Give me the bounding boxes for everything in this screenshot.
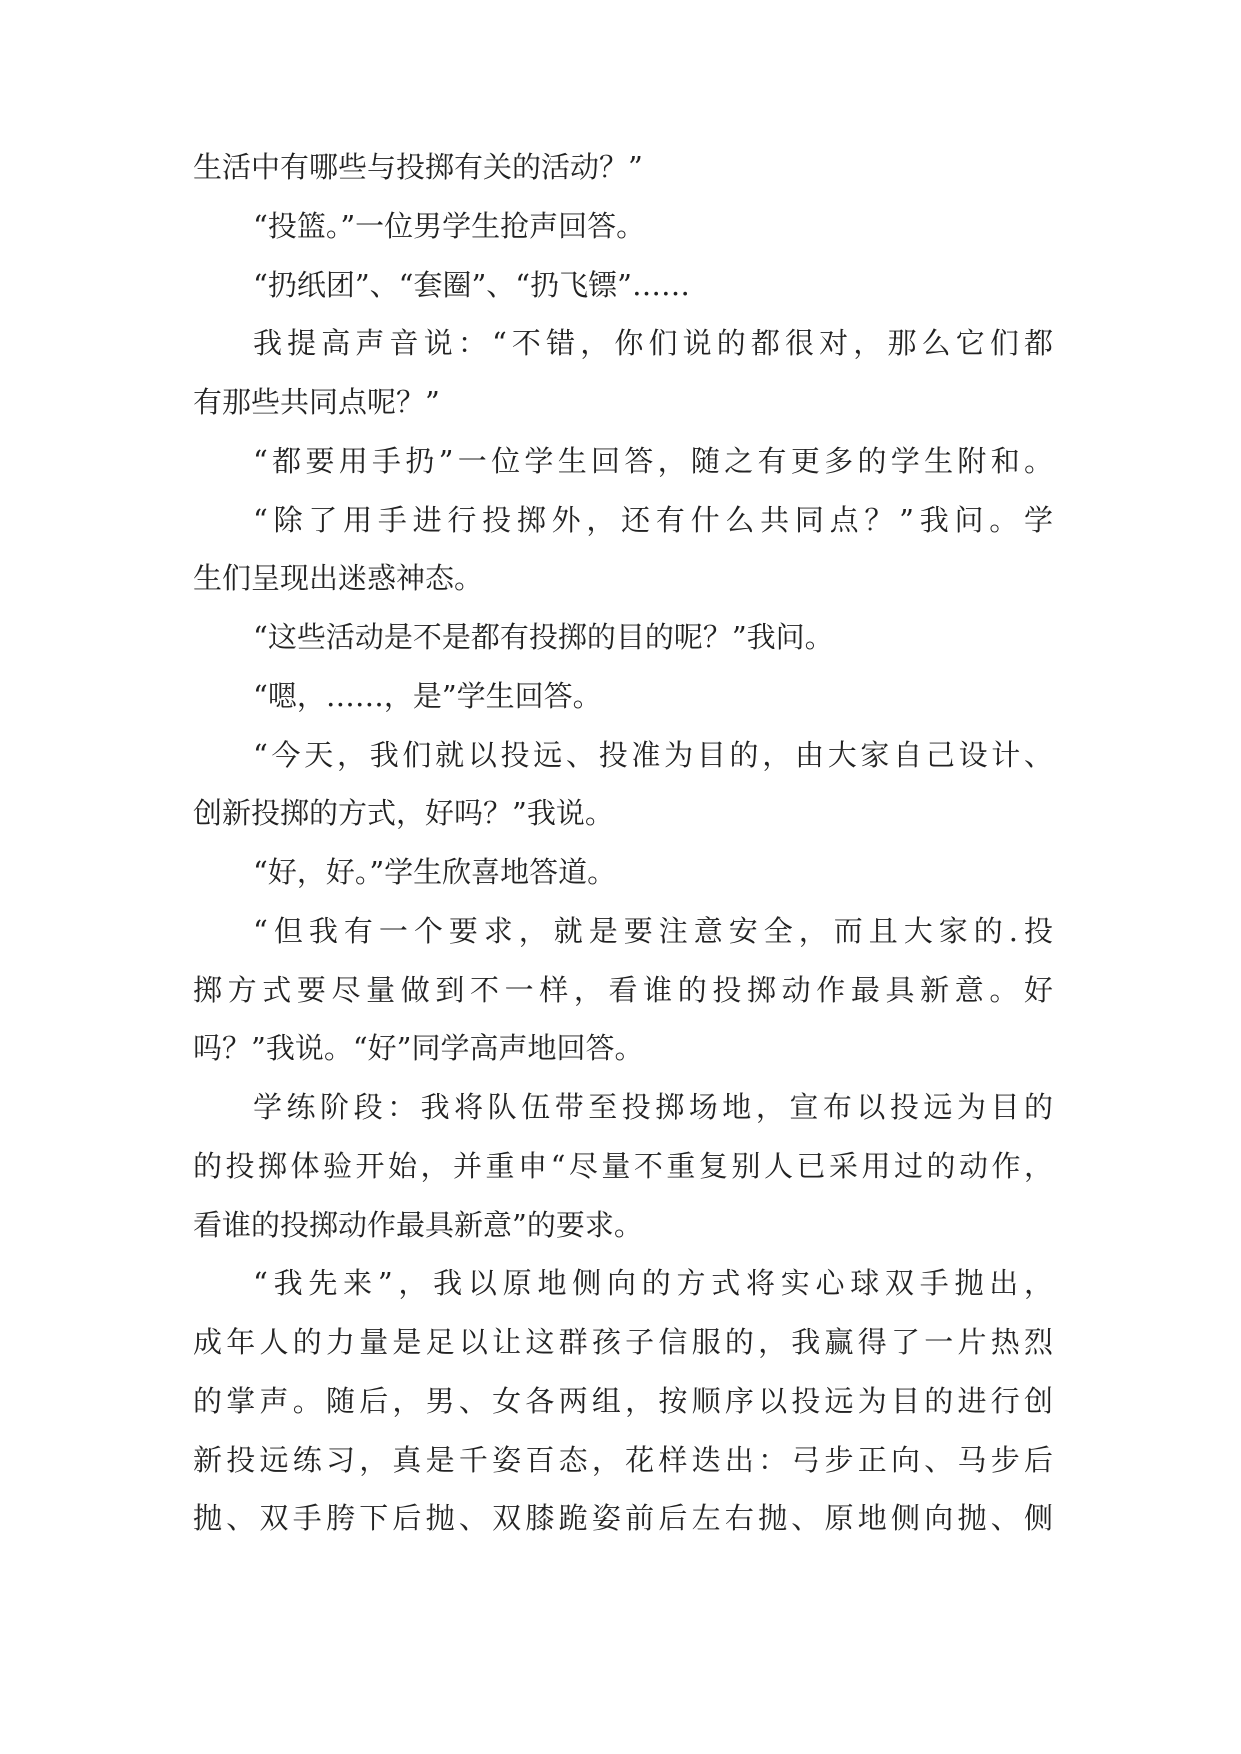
text-line: 我提高声音说：“不错，你们说的都很对，那么它们都 bbox=[253, 326, 1053, 360]
text-line: 生们呈现出迷惑神态。 bbox=[193, 561, 484, 595]
text-line: “除了用手进行投掷外，还有什么共同点？”我问。学 bbox=[253, 503, 1053, 537]
text-line: 生活中有哪些与投掷有关的活动？” bbox=[193, 150, 643, 184]
text-line: “好，好。”学生欣喜地答道。 bbox=[253, 855, 617, 889]
text-line: “都要用手扔”一位学生回答，随之有更多的学生附和。 bbox=[253, 444, 1053, 478]
text-line: 掷方式要尽量做到不一样，看谁的投掷动作最具新意。好 bbox=[193, 973, 1053, 1007]
text-line: 有那些共同点呢？” bbox=[193, 385, 440, 419]
text-line: “但我有一个要求，就是要注意安全，而且大家的.投 bbox=[253, 914, 1053, 948]
text-line: 抛、双手胯下后抛、双膝跪姿前后左右抛、原地侧向抛、侧 bbox=[193, 1501, 1053, 1535]
text-line: 看谁的投掷动作最具新意”的要求。 bbox=[193, 1208, 643, 1242]
text-line: 的投掷体验开始，并重申“尽量不重复别人已采用过的动作， bbox=[193, 1149, 1053, 1183]
text-line: “嗯，……，是”学生回答。 bbox=[253, 679, 602, 713]
text-line: 的掌声。随后，男、女各两组，按顺序以投远为目的进行创 bbox=[193, 1384, 1053, 1418]
text-line: “投篮。”一位男学生抢声回答。 bbox=[253, 209, 646, 243]
text-line: 学练阶段：我将队伍带至投掷场地，宣布以投远为目的 bbox=[253, 1090, 1053, 1124]
text-line: 新投远练习，真是千姿百态，花样迭出：弓步正向、马步后 bbox=[193, 1443, 1053, 1477]
text-line: 创新投掷的方式，好吗？”我说。 bbox=[193, 796, 614, 830]
text-line: 成年人的力量是足以让这群孩子信服的，我赢得了一片热烈 bbox=[193, 1325, 1053, 1359]
text-line: “我先来”，我以原地侧向的方式将实心球双手抛出， bbox=[253, 1266, 1053, 1300]
text-line: 吗？”我说。“好”同学高声地回答。 bbox=[193, 1031, 644, 1065]
text-line: “扔纸团”、“套圈”、“扔飞镖”…… bbox=[253, 268, 690, 302]
text-line: “这些活动是不是都有投掷的目的呢？”我问。 bbox=[253, 620, 834, 654]
text-line: “今天，我们就以投远、投准为目的，由大家自己设计、 bbox=[253, 738, 1053, 772]
